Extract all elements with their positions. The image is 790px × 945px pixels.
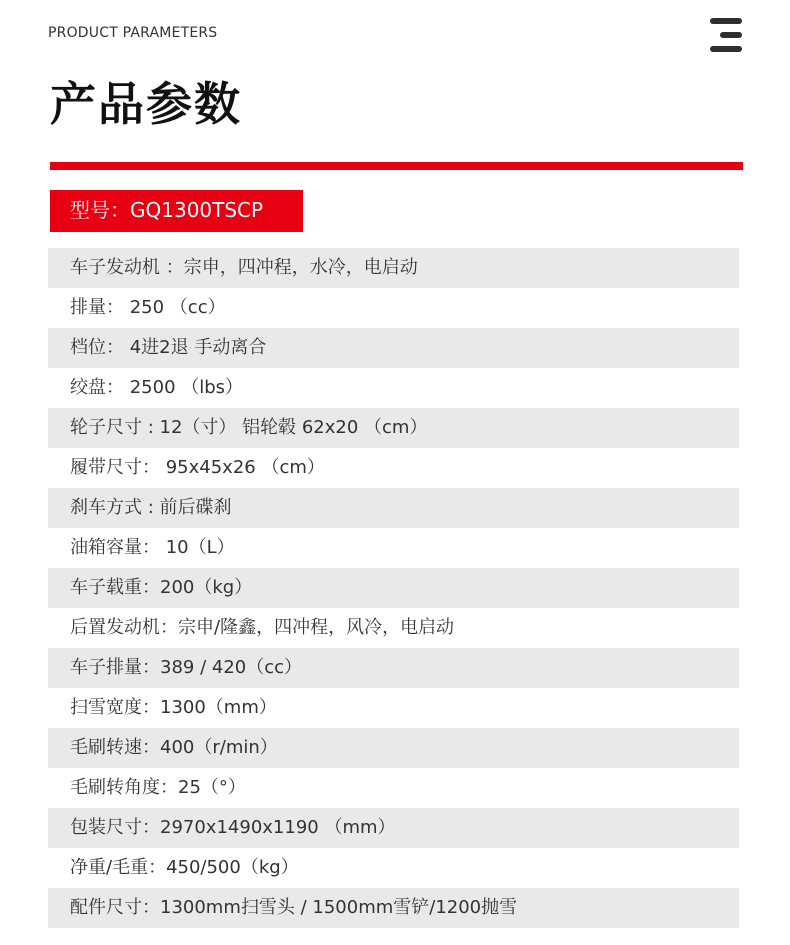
param-row: 排量： 250 （cc） — [70, 297, 226, 318]
param-row: 轮子尺寸 : 12（寸） 铝轮毂 62x20 （cm） — [48, 408, 739, 448]
menu-bar-top — [710, 18, 742, 24]
param-row: 毛刷转角度：25（°） — [70, 777, 246, 798]
param-row: 车子发动机 ：宗申，四冲程，水冷，电启动 — [48, 248, 739, 288]
param-row: 车子载重：200（kg） — [48, 568, 739, 608]
menu-bar-middle — [720, 32, 742, 38]
param-row: 包装尺寸：2970x1490x1190 （mm） — [48, 808, 739, 848]
page-title: 产品参数 — [50, 77, 242, 131]
param-row: 扫雪宽度：1300（mm） — [70, 697, 277, 718]
param-row: 配件尺寸：1300mm扫雪头 / 1500mm雪铲/1200抛雪 — [48, 888, 739, 928]
model-label: 型号：GQ1300TSCP — [50, 190, 303, 232]
page-subtitle: PRODUCT PARAMETERS — [48, 25, 218, 41]
parameter-list — [48, 248, 739, 928]
param-row: 绞盘： 2500 （lbs） — [70, 377, 244, 398]
param-row: 车子排量：389 / 420（cc） — [48, 648, 739, 688]
param-row: 毛刷转速：400（r/min） — [48, 728, 739, 768]
param-row: 档位： 4进2退 手动离合 — [48, 328, 739, 368]
param-row: 刹车方式 : 前后碟刹 — [48, 488, 739, 528]
param-row: 油箱容量： 10（L） — [70, 537, 235, 558]
menu-bar-bottom — [710, 46, 742, 52]
param-row: 净重/毛重：450/500（kg） — [70, 857, 299, 878]
param-row: 后置发动机：宗申/隆鑫，四冲程，风冷，电启动 — [70, 617, 455, 638]
param-row: 履带尺寸： 95x45x26 （cm） — [70, 457, 325, 478]
title-divider — [50, 162, 743, 170]
hamburger-menu-icon[interactable] — [710, 18, 742, 52]
